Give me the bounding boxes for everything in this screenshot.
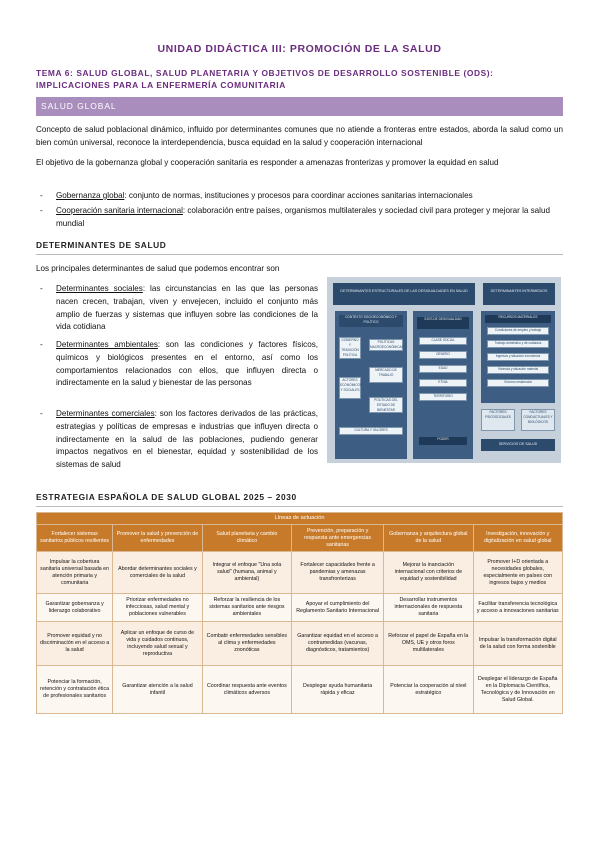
poder-label: PODER: [419, 437, 467, 445]
table-cell: Coordinar respuesta ante eventos climáticos adversos: [202, 666, 291, 714]
heading-determinantes: DETERMINANTES DE SALUD: [36, 240, 563, 255]
recursos-item: Vivienda y situación material: [487, 366, 549, 374]
recursos-label: RECURSOS MATERIALES: [485, 315, 551, 323]
list-item: - Gobernanza global: conjunto de normas, instituciones y procesos para coordinar acciones sanitarias internacionales: [40, 191, 473, 200]
ejes-item: EDAD: [419, 365, 467, 373]
table-cell: Reforzar el papel de España en la OMS, UE y otros foros multilaterales: [384, 622, 473, 666]
section-band-salud-global: SALUD GLOBAL: [36, 97, 563, 116]
strategy-table: [36, 512, 563, 714]
table-row: [37, 666, 563, 714]
table-cell: Garantizar gobernanza y liderazgo colaborativo: [37, 594, 113, 622]
list-item: - Determinantes sociales: las circunstancias en las que las personas nacen crecen, trabajan, viven y envejecen, incluido el conjunto más amplio de fuerzas y sistemas que influyen sobre las condiciones de la vida cotidiana: [40, 284, 318, 332]
column-header: Fortalecer sistemas sanitarios públicos resilientes: [37, 525, 113, 552]
conductuales-box: FACTORES CONDUCTUALES Y BIOLÓGICOS: [521, 409, 555, 431]
recursos-item: Ingresos y situación económica: [487, 353, 549, 361]
ejes-item: GÉNERO: [419, 351, 467, 359]
servicios-box: SERVICIOS DE SALUD: [481, 439, 555, 451]
table-cell: Facilitar transferencia tecnológica y acceso a innovaciones sanitarias: [473, 594, 562, 622]
list-item: - Cooperación sanitaria internacional: colaboración entre países, organismos multilaterales y sociedad civil para proteger y mejorar la salud mundial: [40, 206, 550, 228]
table-cell: Reforzar la resiliencia de los sistemas sanitarios ante riesgos ambientales: [202, 594, 291, 622]
table-cell: Integrar el enfoque "Una sola salud" (humana, animal y ambiental): [202, 552, 291, 594]
table-cell: Garantizar equidad en el acceso a contramedidas (vacunas, diagnósticos, tratamientos): [292, 622, 384, 666]
recursos-item: Condiciones de empleo y trabajo: [487, 327, 549, 335]
table-cell: Potenciar la cooperación al nivel estratégico: [384, 666, 473, 714]
column-header: Investigación, innovación y digitalización en salud global: [473, 525, 562, 552]
table-cell: Apoyar el cumplimiento del Reglamento Sanitario Internacional: [292, 594, 384, 622]
structural-title: DETERMINANTES ESTRUCTURALES DE LAS DESIGUALDADES EN SALUD: [333, 283, 475, 305]
column-header: Gobernanza y arquitectura global de la salud: [384, 525, 473, 552]
table-cell: Mejorar la inanciación internacional con criterios de equidad y sostenibilidad: [384, 552, 473, 594]
table-row: [37, 594, 563, 622]
table-cell: Priorizar enfermedades no infecciosas, salud mental y poblaciones vulnerables: [113, 594, 202, 622]
list-item: - Determinantes ambientales: son las condiciones y factores físicos, químicos y biológicos presentes en el entorno, así como los comportamientos relacionados con ellos, que influyen directa o indirectamente en la salud y bienestar de las personas: [40, 340, 318, 388]
table-row: [37, 622, 563, 666]
table-row: [37, 552, 563, 594]
table-cell: Fortalecer capacidades frente a pandemias y amenazas transfronterizas: [292, 552, 384, 594]
table-cell: Potenciar la formación, retención y contratación ética de profesionales sanitarios: [37, 666, 113, 714]
bullet-text: : son las condiciones y factores físicos, químicos y biológicos presentes en el entorno, así como los comportamientos relacionados con ellos, que influyen directa o indirectamente en la salud y bienestar de las personas: [56, 340, 318, 388]
gobierno-box: GOBIERNO Y TRADICIÓN POLÍTICA: [339, 337, 361, 359]
bullet-term: Determinantes sociales: [56, 284, 143, 293]
politicas-estado-box: POLÍTICAS DEL ESTADO DE BIENESTAR: [369, 397, 403, 413]
ejes-item: CLASE SOCIAL: [419, 337, 467, 345]
column-header: Salud planetaria y cambio climático: [202, 525, 291, 552]
ejes-label: EJES DE DESIGUALDAD: [417, 317, 469, 329]
recursos-item: Entorno residencial: [487, 379, 549, 387]
determinantes-intro: Los principales determinantes de salud que podemos encontrar son: [36, 264, 280, 273]
salud-global-paragraph-1: Concepto de salud poblacional dinámico, influido por determinantes comunes que no atiende a fronteras entre estados, aborda la salud como un bien común universal, reconoce la interdependencia, busca equidad en la salud y cooperación internacional: [36, 125, 563, 147]
recursos-item: Trabajo doméstico y de cuidados: [487, 340, 549, 348]
contexto-label: CONTEXTO SOCIOECONÓMICO Y POLÍTICO: [339, 315, 403, 327]
bullet-term: Determinantes ambientales: [56, 340, 158, 349]
cultura-box: CULTURA Y VALORES: [339, 427, 403, 435]
politicas-macro-box: POLÍTICAS MACROECONÓMICAS: [370, 340, 404, 349]
salud-global-paragraph-2: El objetivo de la gobernanza global y cooperación sanitaria es responder a amenazas fronterizas y promover la equidad en salud: [36, 158, 499, 167]
intermediate-title: DETERMINANTES INTERMEDIOS: [483, 283, 555, 305]
table-cell: Garantizar atención a la salud infantil: [113, 666, 202, 714]
table-caption: Líneas de actuación: [37, 513, 563, 525]
table-cell: Promover I+D orientada a necesidades globales, especialmente en países con ingresos bajos y medios: [473, 552, 562, 594]
ejes-item: ETNIA: [419, 379, 467, 387]
actores-box: ACTORES ECONÓMICOS Y SOCIALES: [339, 377, 361, 399]
unit-title: UNIDAD DIDÁCTICA III: PROMOCIÓN DE LA SALUD: [157, 43, 442, 55]
mercado-box: MERCADO DE TRABAJO: [369, 367, 403, 383]
table-cell: Desplegar el liderazgo de España en la Diplomacia Científica, Tecnológica y de Innovación en Salud Global.: [473, 666, 562, 714]
bullet-term: Gobernanza global: [56, 191, 125, 200]
table-cell: Promover equidad y no discriminación en el acceso a la salud: [37, 622, 113, 666]
bullet-term: Determinantes comerciales: [56, 409, 155, 418]
bullet-text: : son los factores derivados de las prácticas, estrategias y políticas de empresas e industrias que influyen directa o indirectamente en la salud de las poblaciones, pudiendo generar impactos negativos en el bienestar, equidad y sostenibilidad de los sistemas de salud: [56, 409, 318, 470]
bullet-text: : colaboración entre países, organismos multilaterales y sociedad civil para proteger y mejorar la salud mundial: [56, 206, 550, 228]
table-cell: Impulsar la transformación digital de la salud con forma sostenible: [473, 622, 562, 666]
table-cell: Combatir enfermedades sensibles al clima y enfermedades zoonóticas: [202, 622, 291, 666]
topic-title: TEMA 6: SALUD GLOBAL, SALUD PLANETARIA Y OBJETIVOS DE DESARROLLO SOSTENIBLE (ODS): IMPLICACIONES PARA LA ENFERMERÍA COMUNITARIA: [36, 68, 494, 90]
determinants-diagram: [327, 277, 561, 463]
list-item: - Determinantes comerciales: son los factores derivados de las prácticas, estrategias y políticas de empresas e industrias que influyen directa o indirectamente en la salud de las poblaciones, pudiendo generar impactos negativos en el bienestar, equidad y sostenibilidad de los sistemas de salud: [40, 409, 318, 470]
table-cell: Desarrollar instrumentos internacionales de respuesta sanitaria: [384, 594, 473, 622]
bullet-term: Cooperación sanitaria internacional: [56, 206, 183, 215]
bullet-text: : las circunstancias en las que las personas nacen crecen, trabajan, viven y envejecen, incluido el conjunto más amplio de fuerzas y sistemas que influyen sobre las condiciones de la vida cotidiana: [56, 284, 318, 332]
psicosociales-box: FACTORES PSICOSOCIALES: [481, 409, 515, 431]
table-cell: Impulsar la cobertura sanitaria universal basada en atención primaria y comunitaria: [37, 552, 113, 594]
column-header: Promover la salud y prevención de enfermedades: [113, 525, 202, 552]
table-cell: Abordar determinantes sociales y comerciales de la salud: [113, 552, 202, 594]
column-header: Prevención, preparación y respuesta ante emergencias sanitarias: [292, 525, 384, 552]
bullet-text: : conjunto de normas, instituciones y procesos para coordinar acciones sanitarias internacionales: [124, 191, 473, 200]
table-cell: Desplegar ayuda humanitaria rápida y eficaz: [292, 666, 384, 714]
heading-estrategia: ESTRATEGIA ESPAÑOLA DE SALUD GLOBAL 2025 – 2030: [36, 492, 563, 507]
ejes-item: TERRITORIO: [419, 393, 467, 401]
table-cell: Aplicar un enfoque de curso de vida y cuidados continuos, incluyendo salud sexual y reproductiva: [113, 622, 202, 666]
